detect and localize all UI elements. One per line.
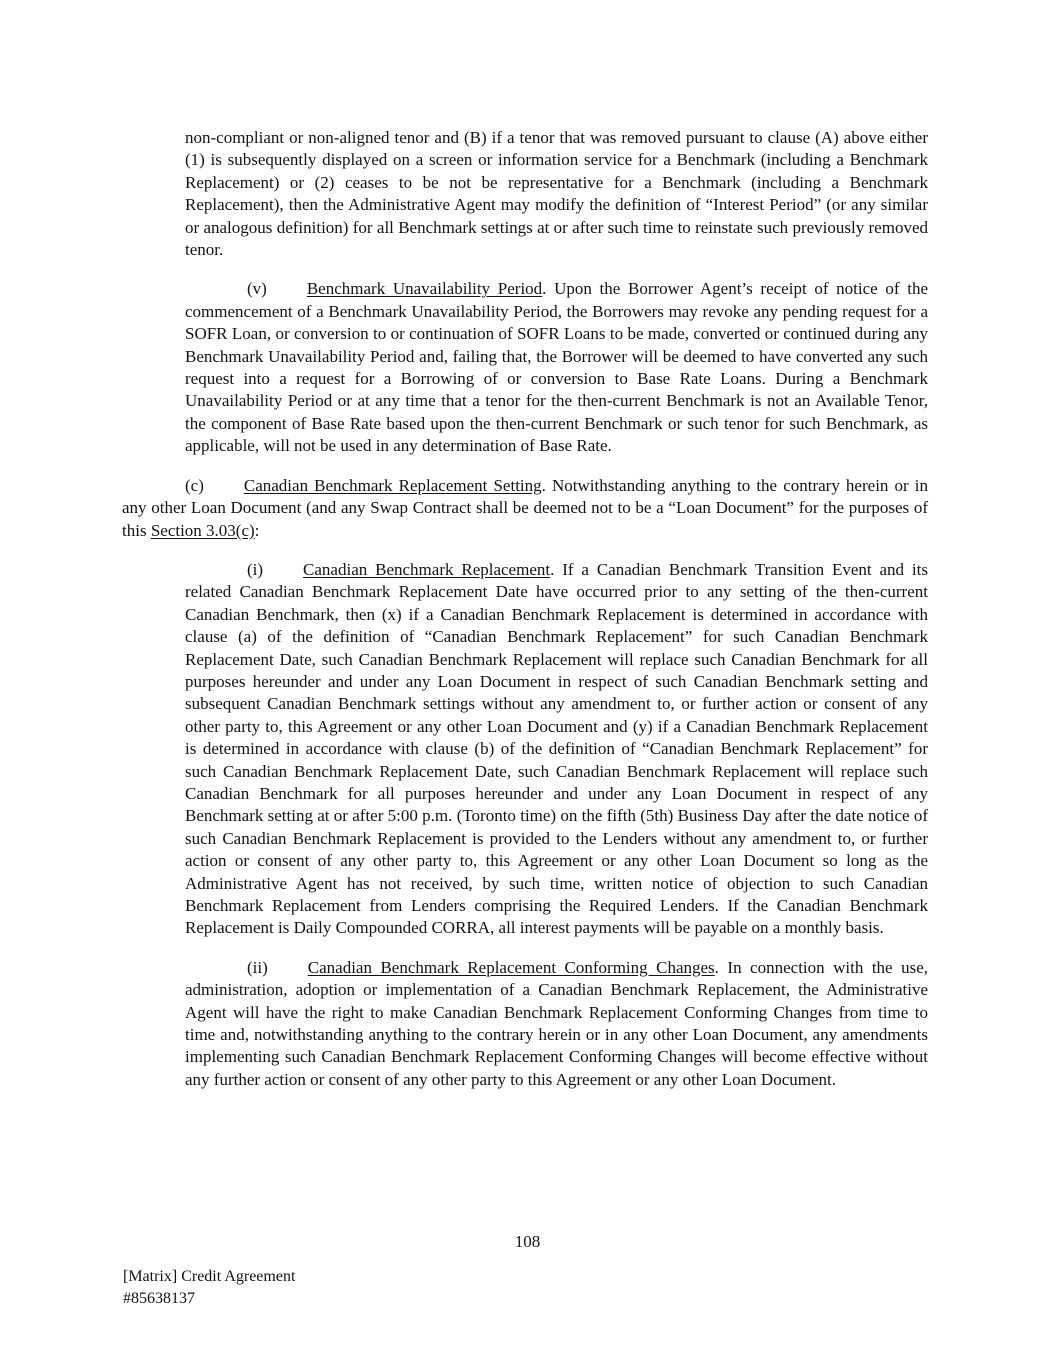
clause-i-label: (i): [247, 559, 264, 579]
page-number: 108: [514, 1232, 541, 1251]
clause-c-heading: Canadian Benchmark Replacement Setting: [243, 475, 542, 495]
clause-ii-label: (ii): [247, 957, 268, 977]
continuation-text: non-compliant or non-aligned tenor and (B) if a tenor that was removed pursuant to clause (A) above either (1) is subsequently displayed on a screen or information service for a Benchmark (including a Benchmark Replacement) or (2) ceases to be not be representative for a Benchmark (including a Benchmark Replacement), then the Administrative Agent may modify the definition of “Interest Period” (or any similar or analogous definition) for all Benchmark settings at or after such time to reinstate such previously removed tenor.: [185, 128, 928, 260]
clause-v-body: . Upon the Borrower Agent’s receipt of notice of the commencement of a Benchmark Unavailability Period, the Borrowers may revoke any pending request for a SOFR Loan, or conversion to or continuation of SOFR Loans to be made, converted or continued during any Benchmark Unavailability Period and, failing that, the Borrower will be deemed to have converted any such request into a request for a Borrowing of or conversion to Base Rate Loans. During a Benchmark Unavailability Period or at any time that a tenor for the then-current Benchmark is not an Available Tenor, the component of Base Rate based upon the then-current Benchmark or such tenor for such Benchmark, as applicable, will not be used in any determination of Base Rate.: [185, 279, 928, 456]
body-text: [122, 127, 928, 1108]
clause-c-body-before-ref: . Notwithstanding anything to the contrary herein or in any other Loan Document (and any Swap Contract shall be deemed not to be a “Loan Document” for the purposes of this: [122, 475, 928, 540]
footer-doc-name: [Matrix] Credit Agreement: [123, 1268, 296, 1285]
clause-c-body-after-ref: :: [254, 520, 260, 540]
clause-i-body: . If a Canadian Benchmark Transition Event and its related Canadian Benchmark Replacement Date have occurred prior to any setting of the then-current Canadian Benchmark, then (x) if a Canadian Benchmark Replacement is determined in accordance with clause (a) of the definition of “Canadian Benchmark Replacement” for such Canadian Benchmark Replacement Date, such Canadian Benchmark Replacement will replace such Canadian Benchmark for all purposes hereunder and under any Loan Document in respect of such Canadian Benchmark setting and subsequent Canadian Benchmark settings without any amendment to, or further action or consent of any other party to, this Agreement or any other Loan Document and (y) if a Canadian Benchmark Replacement is determined in accordance with clause (b) of the definition of “Canadian Benchmark Replacement” for such Canadian Benchmark Replacement Date, such Canadian Benchmark Replacement will replace such Canadian Benchmark for all purposes hereunder and under any Loan Document in respect of any Benchmark setting at or after 5:00 p.m. (Toronto time) on the fifth (5th) Business Day after the date notice of such Canadian Benchmark Replacement is provided to the Lenders without any amendment to, or further action or consent of any other party to, this Agreement or any other Loan Document so long as the Administrative Agent has not received, by such time, written notice of objection to such Canadian Benchmark Replacement from Lenders comprising the Required Lenders. If the Canadian Benchmark Replacement is Daily Compounded CORRA, all interest payments will be payable on a monthly basis.: [185, 559, 928, 938]
clause-ii-heading: Canadian Benchmark Replacement Conforming Changes: [307, 957, 715, 977]
paragraph-continuation: [185, 127, 928, 261]
paragraph-clause-v: [185, 278, 928, 457]
paragraph-clause-c: [122, 475, 928, 542]
footer: [123, 1266, 295, 1310]
clause-i-heading: Canadian Benchmark Replacement: [303, 559, 551, 579]
clause-v-heading: Benchmark Unavailability Period: [306, 279, 543, 299]
clause-ii-body: . In connection with the use, administration, adoption or implementation of a Canadian Benchmark Replacement, the Administrative Agent will have the right to make Canadian Benchmark Replacement Conforming Changes from time to time and, notwithstanding anything to the contrary herein or in any other Loan Document, any amendments implementing such Canadian Benchmark Replacement Conforming Changes will become effective without any further action or consent of any other party to this Agreement or any other Loan Document.: [185, 957, 928, 1089]
paragraph-clause-i: [185, 559, 928, 940]
clause-v-label: (v): [247, 279, 267, 299]
paragraph-clause-ii: [185, 957, 928, 1091]
footer-doc-id: #85638137: [123, 1290, 195, 1307]
clause-c-label: (c): [185, 475, 204, 495]
section-reference: Section 3.03(c): [150, 520, 255, 540]
